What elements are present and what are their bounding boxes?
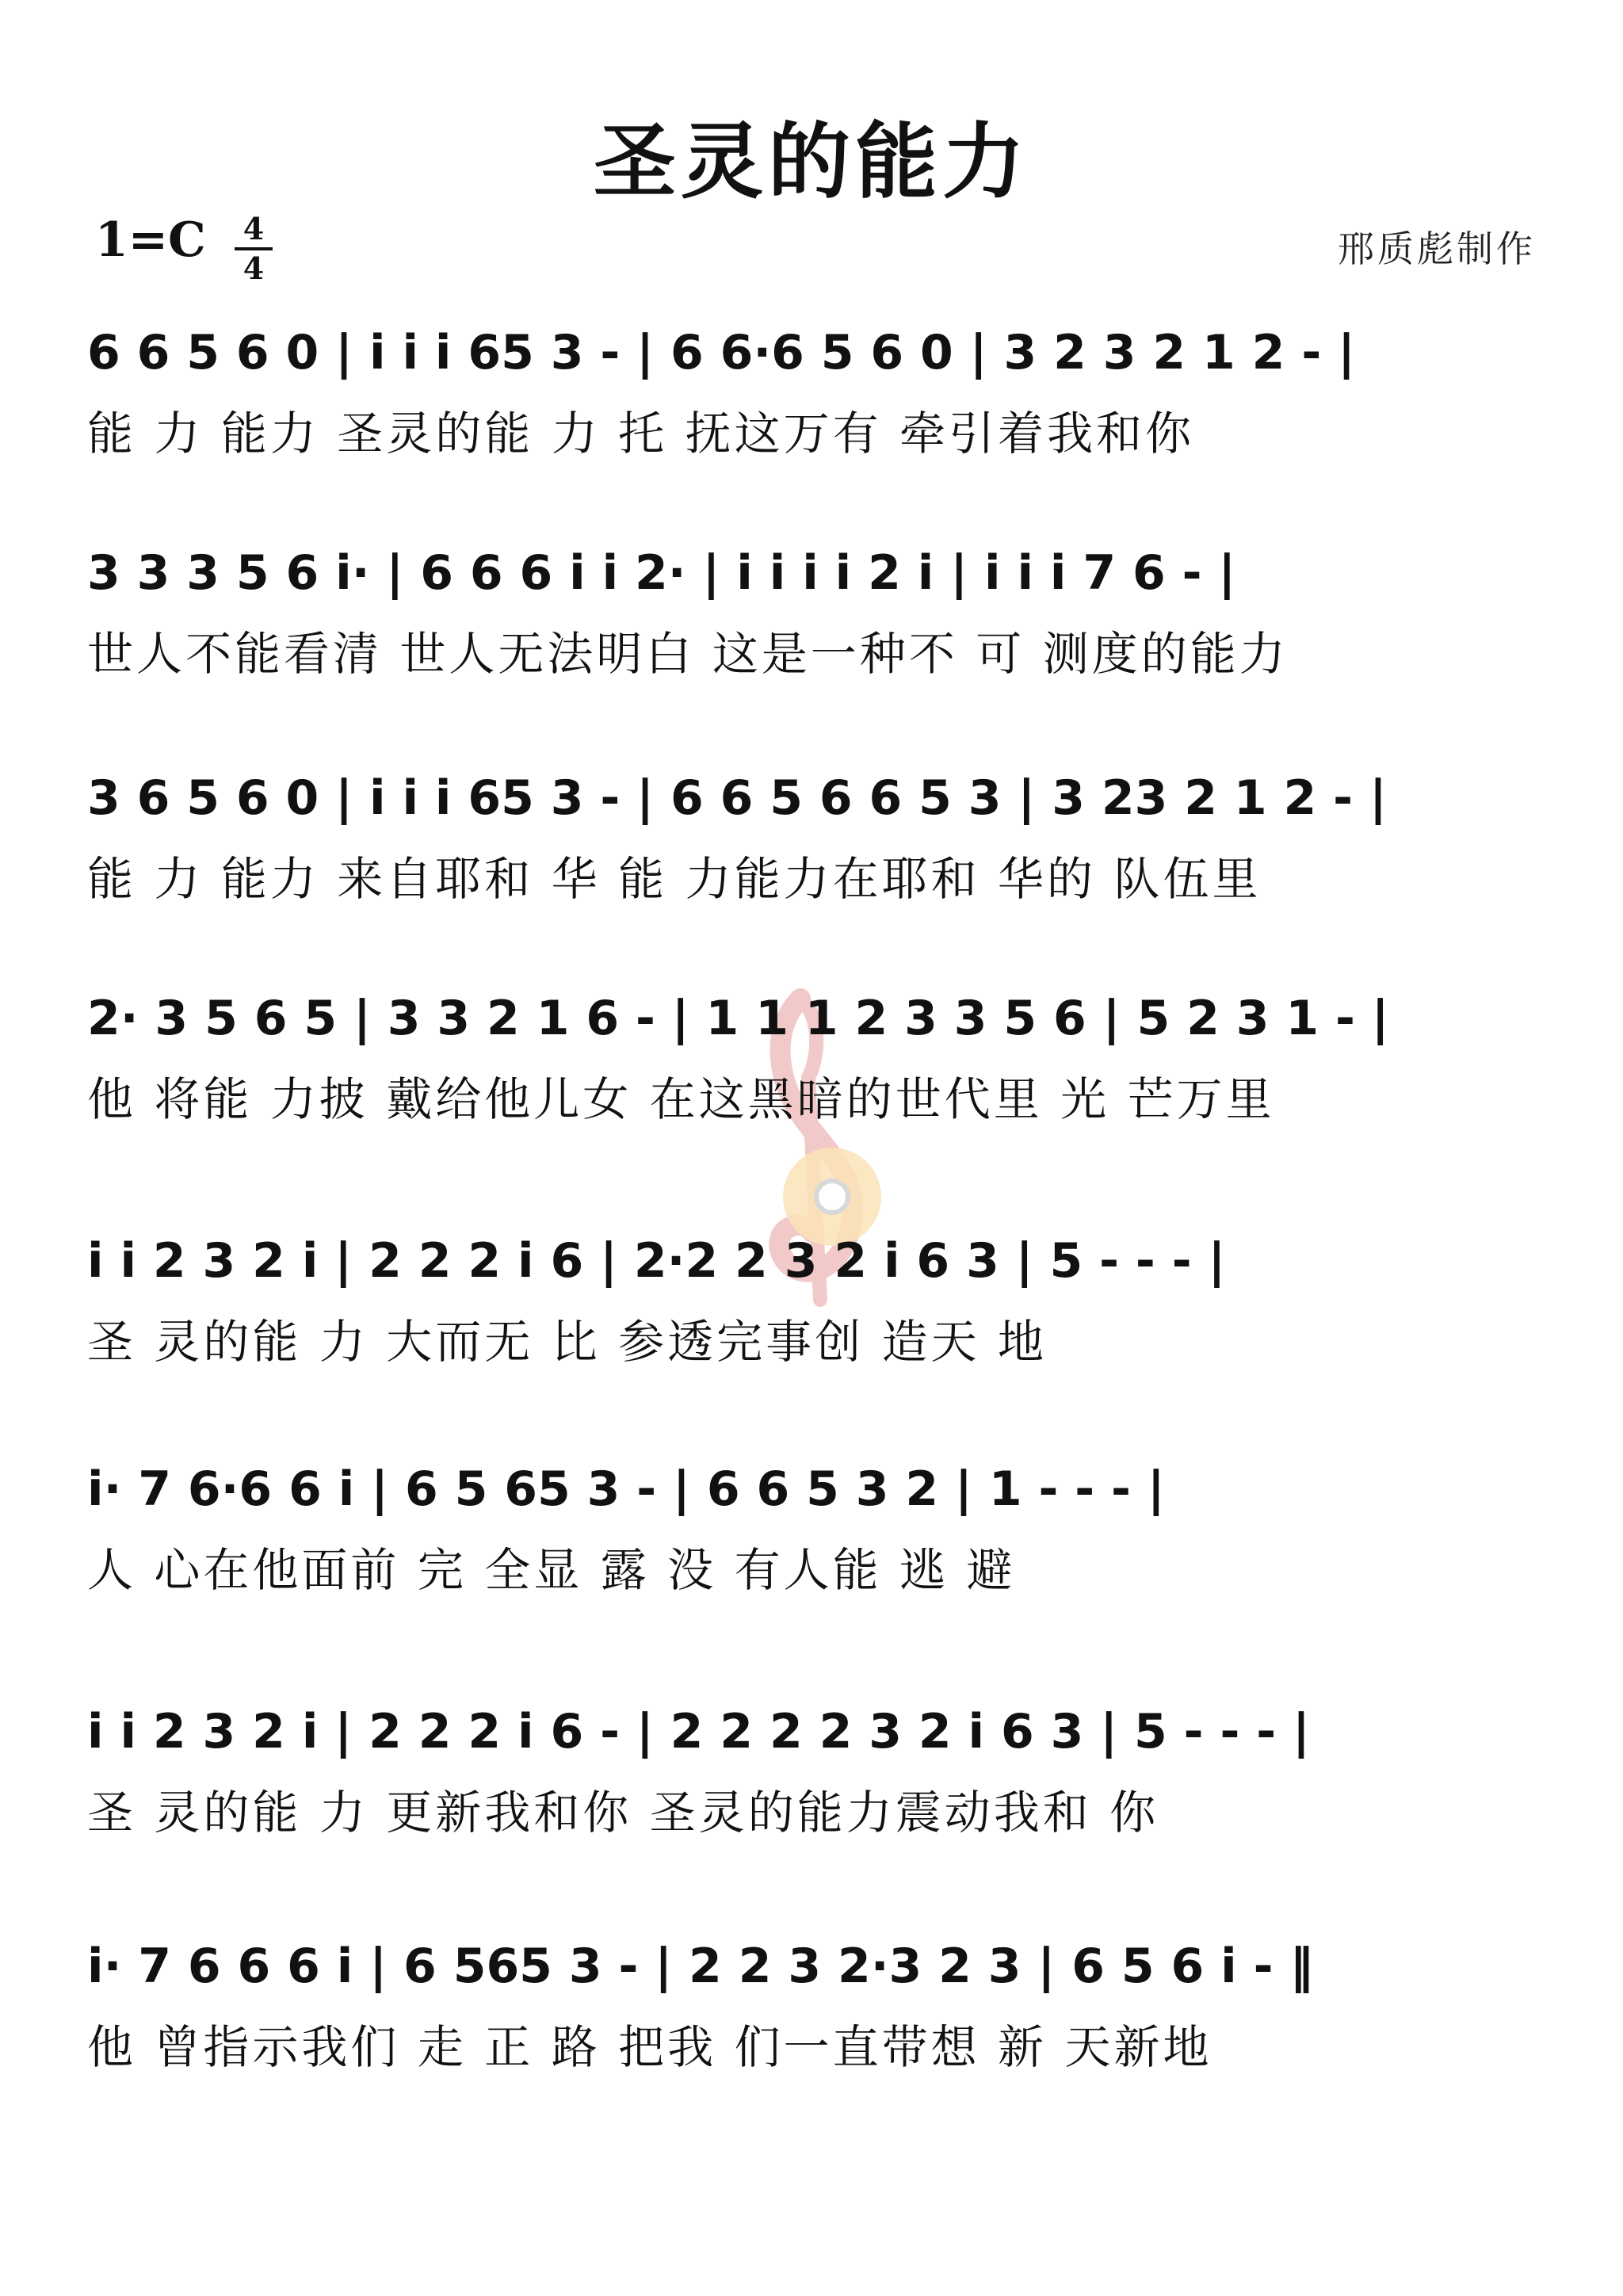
notes-line-8: i· 7 6 6 6 i | 6 565 3 - | 2 2 3 2·3 2 3 | 6 5 6 i - ‖ [87,1939,1314,1994]
notes-line-1: 6 6 5 6 0 | i i i 65 3 - | 6 6·6 5 6 0 | 3 2 3 2 1 2 - | [87,325,1356,380]
notes-line-7: i i 2 3 2 i | 2 2 2 i 6 - | 2 2 2 2 3 2 i 6 3 | 5 - - - | [87,1704,1310,1759]
lyrics-line-8: 他 曾指示我们 走 正 路 把我 们一直带想 新 天新地 [87,2020,1212,2074]
notes-line-6: i· 7 6·6 6 i | 6 5 65 3 - | 6 6 5 3 2 | 1 - - - | [87,1461,1165,1517]
lyrics-line-5: 圣 灵的能 力 大而无 比 参透完事创 造天 地 [87,1315,1048,1369]
notes-line-2: 3 3 3 5 6 i· | 6 6 6 i i 2· | i i i i 2 i | i i i 7 6 - | [87,545,1236,601]
lyrics-line-4: 他 将能 力披 戴给他儿女 在这黑暗的世代里 光 芒万里 [87,1072,1275,1126]
lyrics-line-3: 能 力 能力 来自耶和 华 能 力能力在耶和 华的 队伍里 [87,852,1262,906]
song-title: 圣灵的能力 [593,113,1029,210]
time-signature [235,212,273,285]
lyrics-line-6: 人 心在他面前 完 全显 露 没 有人能 逃 避 [87,1543,1016,1597]
lyrics-line-2: 世人不能看清 世人无法明白 这是一种不 可 测度的能力 [87,627,1289,681]
lyrics-line-1: 能 力 能力 圣灵的能 力 托 抚这万有 牵引着我和你 [87,407,1195,460]
time-signature-top: 4 [242,211,265,246]
notes-line-5: i i 2 3 2 i | 2 2 2 i 6 | 2·2 2 3 2 i 6 3 | 5 - - - | [87,1233,1226,1289]
author-credit: 邢质彪制作 [1338,227,1536,270]
time-signature-bottom: 4 [242,250,265,286]
lyrics-line-7: 圣 灵的能 力 更新我和你 圣灵的能力震动我和 你 [87,1786,1159,1839]
notes-line-3: 3 6 5 6 0 | i i i 65 3 - | 6 6 5 6 6 5 3 | 3 23 2 1 2 - | [87,770,1387,826]
key-signature: 1=C [95,212,206,268]
notes-line-4: 2· 3 5 6 5 | 3 3 2 1 6 - | 1 1 1 2 3 3 5 6 | 5 2 3 1 - | [87,991,1389,1046]
